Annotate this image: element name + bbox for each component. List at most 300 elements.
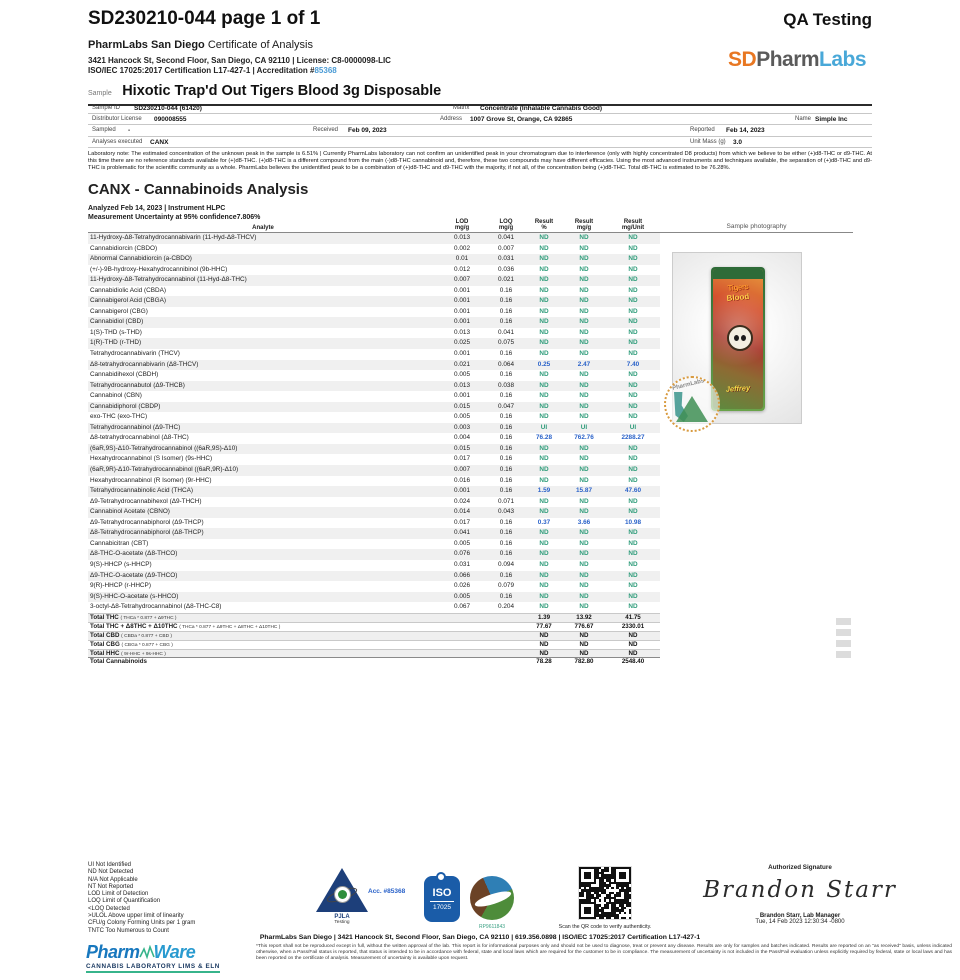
- table-row: [88, 549, 660, 560]
- analyte-name: 3-octyl-Δ8-Tetrahydrocannabinol (Δ8-THC-C8): [90, 603, 222, 611]
- analyte-value: ND: [539, 328, 549, 336]
- analyte-value: ND: [539, 297, 549, 305]
- total-value: 78.28: [536, 658, 552, 666]
- analyte-value: 0.079: [498, 582, 514, 590]
- analyte-value: ND: [579, 297, 589, 305]
- analyte-value: ND: [579, 339, 589, 347]
- package-character-art: [727, 325, 753, 351]
- distributor-license-value: 090008555: [154, 116, 187, 124]
- analyte-value: ND: [628, 444, 638, 452]
- total-value: [438, 614, 486, 622]
- analyte-value: 0.038: [498, 381, 514, 389]
- analyte-value: 0.16: [499, 350, 513, 358]
- analyte-value: ND: [539, 582, 549, 590]
- analyte-value: UI: [629, 423, 637, 431]
- analyte-value: ND: [628, 381, 638, 389]
- total-name: Total HHC ( 9r-HHC + 9s-HHC ): [90, 649, 166, 657]
- analyte-value: 0.16: [499, 487, 513, 495]
- analyte-value: 0.015: [454, 402, 470, 410]
- analyte-value: 0.016: [454, 476, 470, 484]
- analyte-value: ND: [628, 244, 638, 252]
- analyte-value: 0.007: [454, 466, 470, 474]
- analyte-value: 762.76: [574, 434, 594, 442]
- analyte-value: 0.16: [499, 571, 513, 579]
- analyte-value: ND: [579, 497, 589, 505]
- matrix-value: Concentrate (Inhalable Cannabis Good): [480, 105, 603, 112]
- analyte-value: ND: [628, 318, 638, 326]
- total-value: ND: [539, 649, 549, 657]
- analyte-value: ND: [539, 234, 549, 241]
- reported-value: Feb 14, 2023: [726, 127, 765, 135]
- analyte-name: 11-Hydroxy-Δ8-Tetrahydrocannabivarin (11-Hyd-Δ8-THCV): [90, 234, 257, 241]
- total-row: [88, 657, 660, 666]
- col-analyte: Analyte: [252, 224, 274, 231]
- analyte-value: ND: [579, 603, 589, 611]
- analyte-value: ND: [579, 582, 589, 590]
- analyte-name: Tetrahydrocannabinolic Acid (THCA): [90, 487, 194, 495]
- analyte-name: 1(S)-THD (s-THD): [90, 328, 142, 336]
- analyte-value: ND: [539, 560, 549, 568]
- analyte-value: ND: [628, 582, 638, 590]
- analyte-value: 0.015: [454, 444, 470, 452]
- table-row: [88, 307, 660, 318]
- analyte-value: 0.16: [499, 434, 513, 442]
- analyte-name: 9(S)-HHCP (s-HHCP): [90, 560, 152, 568]
- analyte-value: 0.026: [454, 582, 470, 590]
- analyte-value: 0.16: [499, 413, 513, 421]
- table-row: [88, 349, 660, 360]
- analyte-name: 9(R)-HHCP (r-HHCP): [90, 582, 151, 590]
- table-row: [88, 391, 660, 402]
- table-row: [88, 254, 660, 265]
- analyte-name: (6aR,9R)-Δ10-Tetrahydrocannabinol ((6aR,9R)-Δ10): [90, 466, 239, 474]
- analyte-value: ND: [539, 244, 549, 252]
- analyte-value: 0.041: [498, 234, 514, 241]
- analyte-value: 0.075: [498, 339, 514, 347]
- sample-info-grid: [88, 103, 872, 148]
- analyte-value: ND: [539, 392, 549, 400]
- analyte-name: Tetrahydrocannabutol (Δ9-THCB): [90, 381, 185, 389]
- info-row-1: Sample ID SD230210-044 (61420) Matrix Concentrate (Inhalable Cannabis Good): [88, 103, 872, 114]
- table-row: [88, 528, 660, 539]
- analyte-name: Δ8-THC-O-acetate (Δ8-THCO): [90, 550, 178, 558]
- table-row: [88, 233, 660, 244]
- legend-item: TNTC Too Numerous to Count: [88, 927, 169, 934]
- footer-lab-line: PharmLabs San Diego | 3421 Hancock St, Second Floor, San Diego, CA 92110 | 619.356.0898 | ISO/IEC 17025:2017 Certification L17-427-1: [259, 934, 701, 941]
- analyte-name: Cannabinol (CBN): [90, 392, 142, 400]
- analyte-value: 0.01: [455, 255, 469, 263]
- analyte-value: ND: [579, 307, 589, 315]
- analyzed-line: Analyzed Feb 14, 2023 | Instrument HLPC: [88, 205, 226, 212]
- iso-17025-badge: ISO 17025: [424, 876, 460, 922]
- total-row: [88, 649, 660, 658]
- analyte-value: 0.036: [498, 265, 514, 273]
- analyte-value: ND: [579, 286, 589, 294]
- total-value: [486, 658, 526, 666]
- unit-mass-value: 3.0: [733, 138, 743, 146]
- analyte-value: 0.064: [498, 360, 514, 368]
- analyte-value: ND: [539, 402, 549, 410]
- analyte-value: 0.004: [454, 434, 470, 442]
- col-result-mgu: Result mg/Unit: [621, 218, 645, 231]
- analyte-name: Cannabidihexol (CBDH): [90, 371, 159, 379]
- table-row: [88, 423, 660, 434]
- total-value: 776.67: [574, 622, 594, 630]
- total-value: [486, 650, 526, 658]
- pharmlabs-watermark-icon: PharmLabs: [664, 376, 720, 432]
- analyte-value: ND: [539, 255, 549, 263]
- table-row: [88, 497, 660, 508]
- analyte-value: ND: [628, 539, 638, 547]
- analyte-value: 0.014: [454, 508, 470, 516]
- analyte-value: 7.40: [626, 360, 640, 368]
- analyte-value: ND: [539, 476, 549, 484]
- analyte-value: ND: [628, 466, 638, 474]
- qr-caption: Scan the QR code to verify authenticity.: [558, 924, 652, 930]
- qr-code[interactable]: [578, 866, 632, 920]
- product-package-image: Tigers Blood Jeffrey: [711, 267, 765, 411]
- analyte-value: ND: [579, 444, 589, 452]
- total-value: ND: [628, 640, 638, 648]
- accreditation-link[interactable]: 85368: [314, 66, 337, 75]
- analyte-value: 0.013: [454, 328, 470, 336]
- info-row-3: Sampled - Received Feb 09, 2023 Reported Feb 14, 2023: [88, 125, 872, 136]
- total-name: Total CBG ( CBGa * 0.877 + CBG ): [90, 640, 173, 648]
- analyte-value: ND: [579, 550, 589, 558]
- info-row-4: Analyses executed CANX Unit Mass (g) 3.0: [88, 137, 872, 148]
- analyses-value: CANX: [150, 138, 169, 146]
- analyte-value: ND: [539, 381, 549, 389]
- col-loq: LOQ mg/g: [498, 218, 514, 231]
- analyte-rows: [88, 233, 660, 613]
- total-name: Total CBD ( CBDa * 0.877 + CBD ): [90, 631, 172, 639]
- signature-timestamp: Tue, 14 Feb 2023 12:30:34 -0800: [755, 919, 845, 925]
- analyte-value: ND: [628, 371, 638, 379]
- legend-item: NT Not Reported: [88, 883, 134, 890]
- coa-label: Certificate of Analysis: [207, 39, 313, 51]
- analyte-value: 1.59: [537, 487, 551, 495]
- analyte-value: ND: [628, 413, 638, 421]
- analyte-value: ND: [628, 307, 638, 315]
- legend-item: N/A Not Applicable: [88, 876, 138, 883]
- total-row: [88, 631, 660, 640]
- analyte-value: 0.005: [454, 413, 470, 421]
- analyte-name: Δ9-THC-O-acetate (Δ9-THCO): [90, 571, 178, 579]
- analyte-value: 0.067: [454, 603, 470, 611]
- total-value: 77.67: [536, 622, 552, 630]
- analyte-value: 0.005: [454, 371, 470, 379]
- analyte-value: 0.204: [498, 603, 514, 611]
- analyte-value: 0.043: [498, 508, 514, 516]
- analyte-value: 76.28: [536, 434, 552, 442]
- table-row: [88, 360, 660, 371]
- analyte-value: ND: [628, 339, 638, 347]
- analyte-value: ND: [579, 350, 589, 358]
- table-row: [88, 507, 660, 518]
- total-row: [88, 622, 660, 631]
- analyte-value: 0.066: [454, 571, 470, 579]
- analyte-value: 0.16: [499, 539, 513, 547]
- analyte-value: ND: [628, 350, 638, 358]
- table-row: [88, 539, 660, 550]
- analyte-value: ND: [579, 476, 589, 484]
- analyte-value: ND: [579, 466, 589, 474]
- analyte-value: ND: [539, 350, 549, 358]
- analyte-value: 0.001: [454, 307, 470, 315]
- analyte-value: ND: [579, 571, 589, 579]
- analyte-name: 1(R)-THD (r-THD): [90, 339, 142, 347]
- analyte-value: ND: [579, 234, 589, 241]
- total-value: [438, 632, 486, 640]
- result-legend: [88, 862, 195, 935]
- analyte-value: ND: [579, 592, 589, 600]
- table-row: [88, 370, 660, 381]
- decor-box: [836, 651, 851, 658]
- total-value: 1.39: [537, 614, 551, 621]
- uncertainty-line: Measurement Uncertainty at 95% confidence7.806%: [88, 214, 261, 221]
- legend-item: LOD Limit of Detection: [88, 891, 149, 898]
- analyte-value: 0.16: [499, 392, 513, 400]
- analyte-value: ND: [539, 276, 549, 284]
- analyte-value: ND: [539, 444, 549, 452]
- analyte-value: ND: [628, 234, 638, 241]
- analyte-name: (6aR,9S)-Δ10-Tetrahydrocannabinol ((6aR,9S)-Δ10): [90, 444, 238, 452]
- total-value: [486, 614, 526, 622]
- analyte-name: Cannabidiolic Acid (CBDA): [90, 286, 167, 294]
- analyte-value: 0.013: [454, 234, 470, 241]
- analyte-value: 0.37: [537, 518, 551, 526]
- table-header: [88, 217, 853, 233]
- analyte-name: 11-Hydroxy-Δ8-Tetrahydrocannabinol (11-Hyd-Δ8-THC): [90, 276, 247, 284]
- table-row: [88, 444, 660, 455]
- table-row: [88, 560, 660, 571]
- total-value: 13.92: [576, 614, 592, 621]
- analyte-value: ND: [579, 508, 589, 516]
- total-value: ND: [579, 640, 589, 648]
- legend-item: UI Not Identified: [88, 862, 132, 868]
- analyte-name: Δ8-Tetrahydrocannabiphorol (Δ8-THCP): [90, 529, 204, 537]
- analyte-value: ND: [579, 265, 589, 273]
- analyte-value: 0.003: [454, 423, 470, 431]
- analyte-value: 0.16: [499, 371, 513, 379]
- analyte-value: 0.16: [499, 466, 513, 474]
- total-value: [486, 641, 526, 649]
- total-value: 782.80: [574, 658, 594, 666]
- analyte-value: UI: [540, 423, 548, 431]
- analyte-value: ND: [628, 592, 638, 600]
- table-row: [88, 338, 660, 349]
- totals-rows: [88, 613, 660, 666]
- analyte-value: ND: [628, 392, 638, 400]
- analyte-value: ND: [539, 265, 549, 273]
- address-value: 1007 Grove St, Orange, CA 92865: [470, 116, 573, 124]
- table-row: [88, 275, 660, 286]
- rp-certification-icon: [470, 876, 514, 920]
- analyte-value: 0.16: [499, 286, 513, 294]
- analyte-value: 0.16: [499, 592, 513, 600]
- analyte-value: ND: [539, 529, 549, 537]
- signature-script: Brandon Starr: [703, 877, 897, 903]
- analyte-name: Δ9-Tetrahydrocannabiphorol (Δ9-THCP): [90, 518, 204, 526]
- analyte-value: ND: [579, 318, 589, 326]
- analyte-value: ND: [628, 571, 638, 579]
- analyte-value: ND: [579, 539, 589, 547]
- analyte-value: ND: [539, 550, 549, 558]
- table-row: [88, 296, 660, 307]
- analyte-name: Δ8-tetrahydrocannabivarin (Δ8-THCV): [90, 360, 199, 368]
- analyte-value: ND: [579, 381, 589, 389]
- analyte-value: ND: [628, 255, 638, 263]
- table-row: [88, 433, 660, 444]
- total-value: ND: [579, 631, 589, 639]
- analyte-value: 3.66: [577, 518, 591, 526]
- address-license-line: 3421 Hancock St, Second Floor, San Diego, CA 92110 | License: C8-0000098-LIC: [88, 56, 391, 65]
- decor-box: [836, 618, 851, 625]
- qa-testing-label: QA Testing: [783, 10, 872, 29]
- analyte-name: Δ8-tetrahydrocannabinol (Δ8-THC): [90, 434, 189, 442]
- analyte-value: ND: [579, 455, 589, 463]
- analyte-value: ND: [579, 392, 589, 400]
- analyte-value: ND: [539, 466, 549, 474]
- section-title: CANX - Cannabinoids Analysis: [88, 181, 309, 198]
- info-row-2: Distributor License 090008555 Address 1007 Grove St, Orange, CA 92865 Name Simple Inc: [88, 114, 872, 125]
- analyte-value: ND: [628, 476, 638, 484]
- decor-box: [836, 640, 851, 647]
- analyte-value: ND: [628, 455, 638, 463]
- total-value: [438, 641, 486, 649]
- col-lod: LOD mg/g: [454, 218, 470, 231]
- analyte-value: 0.017: [454, 518, 470, 526]
- table-row: [88, 265, 660, 276]
- analyte-name: Cannabidiol (CBD): [90, 318, 144, 326]
- analyte-value: ND: [579, 402, 589, 410]
- analyte-value: 0.001: [454, 297, 470, 305]
- analyte-value: ND: [539, 571, 549, 579]
- analyte-name: Cannabidiphorol (CBDP): [90, 402, 161, 410]
- table-row: [88, 244, 660, 255]
- analyte-name: Tetrahydrocannabinol (Δ9-THC): [90, 423, 181, 431]
- analyte-value: 0.16: [499, 318, 513, 326]
- table-row: [88, 486, 660, 497]
- analyte-value: 0.16: [499, 423, 513, 431]
- analyte-name: (+/-)-9B-hydroxy-Hexahydrocannibinol (9b-HHC): [90, 265, 228, 273]
- analyte-value: 2.47: [577, 360, 591, 368]
- analyte-value: 0.021: [454, 360, 470, 368]
- analyte-value: 2288.27: [621, 434, 645, 442]
- analyte-value: ND: [579, 529, 589, 537]
- analyte-value: 0.16: [499, 529, 513, 537]
- total-value: 2330.01: [621, 622, 645, 630]
- analyte-value: ND: [539, 318, 549, 326]
- analyte-value: 0.16: [499, 297, 513, 305]
- analyte-value: 0.012: [454, 265, 470, 273]
- table-row: [88, 286, 660, 297]
- analyte-value: ND: [539, 286, 549, 294]
- authorized-signature-label: Authorized Signature: [768, 864, 832, 871]
- analyte-value: 0.001: [454, 350, 470, 358]
- analyte-value: 15.87: [576, 487, 592, 495]
- analyte-value: ND: [539, 539, 549, 547]
- table-row: [88, 465, 660, 476]
- table-row: [88, 518, 660, 529]
- analyte-value: ND: [628, 497, 638, 505]
- col-result-pct: Result %: [534, 218, 554, 231]
- analyte-value: 0.16: [499, 550, 513, 558]
- signature-block: [700, 864, 900, 925]
- total-value: [438, 623, 486, 631]
- analyte-value: 0.16: [499, 307, 513, 315]
- table-row: [88, 454, 660, 465]
- total-value: 41.75: [625, 614, 641, 621]
- analyte-value: ND: [628, 560, 638, 568]
- table-row: [88, 581, 660, 592]
- analyte-value: ND: [539, 413, 549, 421]
- analyte-value: 0.16: [499, 455, 513, 463]
- total-value: [438, 658, 486, 666]
- legend-item: LOQ Limit of Quantification: [88, 898, 161, 905]
- analyte-name: Cannabicitran (CBT): [90, 539, 149, 547]
- analyte-value: ND: [628, 286, 638, 294]
- total-value: ND: [628, 631, 638, 639]
- analyte-value: ND: [628, 402, 638, 410]
- analyte-value: 0.007: [454, 276, 470, 284]
- pharmware-logo: Pharm Ware CANNABIS LABORATORY LIMS & ELN: [86, 942, 220, 973]
- analyte-value: 10.98: [625, 518, 641, 526]
- analyte-name: Cannabinol Acetate (CBNO): [90, 508, 170, 516]
- analyte-value: ND: [539, 307, 549, 315]
- analyte-value: 47.60: [625, 487, 641, 495]
- total-value: [486, 623, 526, 631]
- analyte-value: 0.076: [454, 550, 470, 558]
- total-name: Total Cannabinoids: [90, 658, 147, 666]
- legend-item: >ULOL Above upper limit of linearity: [88, 913, 184, 920]
- table-row: [88, 412, 660, 423]
- decor-box: [836, 629, 851, 636]
- analyte-value: 0.025: [454, 339, 470, 347]
- analyte-value: ND: [628, 265, 638, 273]
- total-value: ND: [539, 631, 549, 639]
- legend-item: CFU/g Colony Forming Units per 1 gram: [88, 920, 196, 927]
- total-row: [88, 613, 660, 622]
- analyte-name: exo-THC (exo-THC): [90, 413, 148, 421]
- analyte-value: ND: [628, 603, 638, 611]
- total-value: 2548.40: [621, 658, 645, 666]
- total-value: ND: [579, 649, 589, 657]
- analyte-value: ND: [539, 371, 549, 379]
- pjla-accreditation-number: Acc. #85368: [368, 888, 406, 895]
- analyte-name: 9(S)-HHC-O-acetate (s-HHCO): [90, 592, 179, 600]
- sample-title: Hixotic Trap'd Out Tigers Blood 3g Disposable: [122, 83, 442, 99]
- legend-item: ND Not Detected: [88, 869, 134, 876]
- sample-id-value: SD230210-044 (61420): [134, 105, 202, 112]
- analyte-value: 0.002: [454, 244, 470, 252]
- total-value: ND: [628, 649, 638, 657]
- col-result-mgg: Result mg/g: [574, 218, 594, 231]
- analyte-value: 0.16: [499, 476, 513, 484]
- analyte-name: Abnormal Cannabidiorcin (a-CBDO): [90, 255, 192, 263]
- table-row: [88, 602, 660, 613]
- analyte-value: ND: [628, 550, 638, 558]
- analyte-value: 0.094: [498, 560, 514, 568]
- analyte-value: 0.005: [454, 592, 470, 600]
- analyte-name: Δ9-Tetrahydrocannabihexol (Δ9-THCH): [90, 497, 202, 505]
- analyte-value: ND: [539, 603, 549, 611]
- received-value: Feb 09, 2023: [348, 127, 387, 135]
- analyte-value: 0.005: [454, 539, 470, 547]
- analyte-value: ND: [628, 529, 638, 537]
- analyte-value: ND: [628, 508, 638, 516]
- lab-address: [88, 56, 391, 76]
